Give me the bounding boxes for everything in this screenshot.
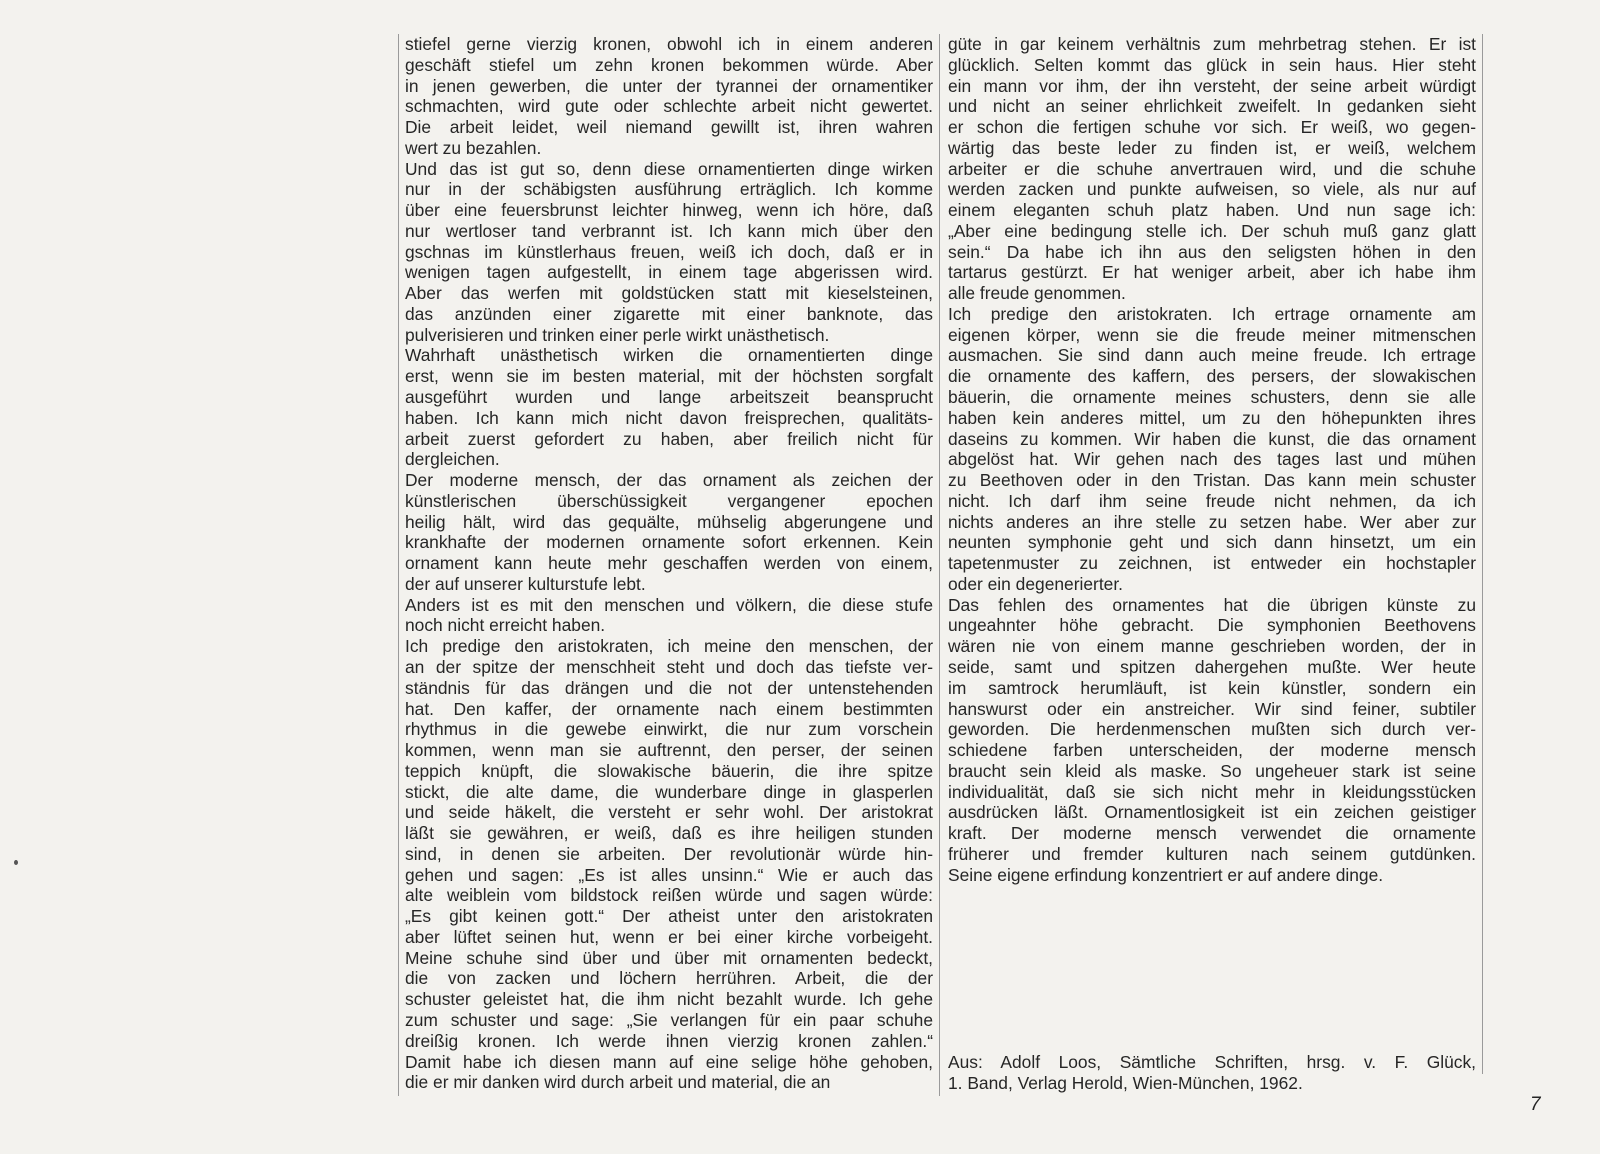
text-line: Und das ist gut so, denn diese ornamentierten dinge wirken xyxy=(405,158,933,179)
text-line: er schon die fertigen schuhe vor sich. Er weiß, wo gegen- xyxy=(948,117,1476,138)
text-line: nicht. Ich darf ihm seine freude nicht nehmen, da ich xyxy=(948,490,1476,511)
page-number: 7 xyxy=(1530,1094,1541,1115)
text-line: wärtig das beste leder zu finden ist, er weiß, welchem xyxy=(948,137,1476,158)
text-line: pulverisieren und trinken einer perle wirkt unästhetisch. xyxy=(405,324,830,345)
text-line: güte in gar keinem verhältnis zum mehrbetrag stehen. Er ist xyxy=(948,34,1476,54)
text-line: Wahrhaft unästhetisch wirken die ornamentierten dinge xyxy=(405,345,933,366)
paragraph xyxy=(405,34,933,159)
text-line: abgelöst hat. Wir gehen nach des tages last und mühen xyxy=(948,449,1476,470)
text-line: arbeiter er die schuhe anvertrauen wird, und die schuhe xyxy=(948,158,1476,179)
text-line: geworden. Die herdenmenschen mußten sich durch ver- xyxy=(948,719,1476,740)
text-line: haben kein anderes mittel, um zu den höhepunkten ihres xyxy=(948,407,1476,428)
paragraph xyxy=(405,470,933,595)
text-line: schmachten, wird gute oder schlechte arbeit nicht gewertet. xyxy=(405,96,933,117)
paragraph xyxy=(405,636,933,1093)
paragraph xyxy=(948,34,1476,304)
text-line: wert zu bezahlen. xyxy=(405,137,542,158)
text-line: ornament kann heute mehr geschaffen werden von einem, xyxy=(405,553,933,574)
text-line: stickt, die alte dame, die wunderbare dinge in glasperlen xyxy=(405,781,933,802)
text-line: nur wertloser tand verbrannt ist. Ich kann mich über den xyxy=(405,220,933,241)
text-line: die von zacken und löchern herrühren. Arbeit, die der xyxy=(405,968,933,989)
text-line: seide, samt und spitzen dahergehen mußte. Wer heute xyxy=(948,656,1476,677)
text-line: Ich predige den aristokraten, ich meine den menschen, der xyxy=(405,636,933,657)
text-line: teppich knüpft, die slowakische bäuerin, die ihre spitze xyxy=(405,760,933,781)
text-line: sein.“ Da habe ich ihn aus den seligsten höhen in den xyxy=(948,241,1476,262)
paragraph xyxy=(405,345,933,470)
scan-speck xyxy=(14,860,18,865)
text-line: erst, wenn sie im besten material, mit der höchsten sorgfalt xyxy=(405,366,933,387)
text-line: eigenen körper, wenn sie die freude meiner mitmenschen xyxy=(948,324,1476,345)
text-line: schuster geleistet hat, die ihm nicht bezahlt wurde. Ich gehe xyxy=(405,989,933,1010)
text-line: hanswurst oder ein anstreicher. Wir sind feiner, subtiler xyxy=(948,698,1476,719)
text-line: alle freude genommen. xyxy=(948,283,1126,304)
text-line: die er mir danken wird durch arbeit und material, die an xyxy=(405,1072,831,1093)
paragraph xyxy=(405,159,933,346)
text-line: Meine schuhe sind über und über mit ornamenten bedeckt, xyxy=(405,947,933,968)
text-line: über eine feuersbrunst leichter hinweg, wenn ich höre, daß xyxy=(405,200,933,221)
paragraph xyxy=(948,304,1476,595)
text-line: Der moderne mensch, der das ornament als zeichen der xyxy=(405,470,933,491)
text-line: Seine eigene erfindung konzentriert er auf andere dinge. xyxy=(948,864,1384,885)
text-line: dreißig kronen. Ich werde ihnen vierzig kronen zahlen.“ xyxy=(405,1030,933,1051)
paragraph xyxy=(948,595,1476,886)
text-line: gschnas im künstlerhaus freuen, weiß ich doch, daß er in xyxy=(405,241,933,262)
text-line: zu Beethoven oder in den Tristan. Das kann mein schuster xyxy=(948,470,1476,491)
text-line: stiefel gerne vierzig kronen, obwohl ich in einem anderen xyxy=(405,34,933,54)
text-line: ausgeführt wurden und lange arbeitszeit beansprucht xyxy=(405,387,933,408)
text-line: zum schuster und sage: „Sie verlangen für ein paar schuhe xyxy=(405,1009,933,1030)
text-line: an der spitze der menschheit steht und doch das tiefste ver- xyxy=(405,656,933,677)
column-rule-right xyxy=(1482,34,1483,1074)
text-line: Aber das werfen mit goldstücken statt mit kieselsteinen, xyxy=(405,283,933,304)
text-line: früherer und fremder kulturen nach seinem gutdünken. xyxy=(948,843,1476,864)
text-line: und nicht an seiner ehrlichkeit zweifelt. In gedanken sieht xyxy=(948,96,1476,117)
text-line: rhythmus in die gewebe einwirkt, die nur zum vorschein xyxy=(405,719,933,740)
text-line: Ich predige den aristokraten. Ich ertrage ornamente am xyxy=(948,303,1476,324)
text-line: nichts anderes an ihre stelle zu setzen habe. Wer aber zur xyxy=(948,511,1476,532)
text-line: Damit habe ich diesen mann auf eine selige höhe gehoben, xyxy=(405,1051,933,1072)
text-line: individualität, daß sie sich nicht mehr in kleidungsstücken xyxy=(948,781,1476,802)
citation-line: 1. Band, Verlag Herold, Wien-München, 1962. xyxy=(948,1072,1303,1093)
text-line: aber lüftet seinen hut, wenn er bei einer kirche vorbeigeht. xyxy=(405,926,933,947)
text-line: daseins zu kommen. Wir haben die kunst, die das ornament xyxy=(948,428,1476,449)
text-line: dergleichen. xyxy=(405,449,500,470)
text-line: das anzünden einer zigarette mit einer banknote, das xyxy=(405,303,933,324)
text-line: werden zacken und punkte aufweisen, so viele, als nur auf xyxy=(948,179,1476,200)
text-line: noch nicht erreicht haben. xyxy=(405,615,606,636)
text-line: in jenen gewerben, die unter der tyrannei der ornamentiker xyxy=(405,75,933,96)
text-line: und seide häkelt, die versteht er sehr wohl. Der aristokrat xyxy=(405,802,933,823)
text-line: tapetenmuster zu zeichnen, ist entweder ein hochstapler xyxy=(948,553,1476,574)
column-rule-left xyxy=(398,34,399,1096)
text-line: der auf unserer kulturstufe lebt. xyxy=(405,573,646,594)
text-line: „Es gibt keinen gott.“ Der atheist unter den aristokraten xyxy=(405,906,933,927)
text-line: ausdrücken läßt. Ornamentlosigkeit ist ein zeichen geistiger xyxy=(948,802,1476,823)
text-line: tartarus gestürzt. Er hat weniger arbeit, aber ich habe ihm xyxy=(948,262,1476,283)
text-line: „Aber eine bedingung stelle ich. Der schuh muß ganz glatt xyxy=(948,220,1476,241)
text-line: ungeahnter höhe gebracht. Die symphonien Beethovens xyxy=(948,615,1476,636)
paragraph xyxy=(405,595,933,637)
text-line: ausmachen. Sie sind dann auch meine freude. Ich ertrage xyxy=(948,345,1476,366)
text-line: die ornamente des kaffern, des persers, der slowakischen xyxy=(948,366,1476,387)
column-rule-middle xyxy=(939,34,940,1096)
text-line: wären nie von einem manne geschrieben worden, der in xyxy=(948,636,1476,657)
text-line: alte weiblein vom bildstock reißen würde und sagen würde: xyxy=(405,885,933,906)
right-text-column xyxy=(948,34,1476,885)
text-line: braucht sein kleid als maske. So ungeheuer stark ist seine xyxy=(948,760,1476,781)
text-line: bäuerin, die ornamente meines schusters, denn sie alle xyxy=(948,387,1476,408)
text-line: im samtrock herumläuft, ist kein künstler, sondern ein xyxy=(948,677,1476,698)
text-line: kraft. Der moderne mensch verwendet die ornamente xyxy=(948,823,1476,844)
text-line: wenigen tagen aufgestellt, in einem tage abgerissen wird. xyxy=(405,262,933,283)
text-line: hat. Den kaffer, der ornamente nach einem bestimmten xyxy=(405,698,933,719)
text-line: Anders ist es mit den menschen und völkern, die diese stufe xyxy=(405,594,933,615)
text-line: Die arbeit leidet, weil niemand gewillt ist, ihren wahren xyxy=(405,117,933,138)
text-line: krankhafte der modernen ornamente sofort erkennen. Kein xyxy=(405,532,933,553)
text-line: gehen und sagen: „Es ist alles unsinn.“ Wie er auch das xyxy=(405,864,933,885)
text-line: geschäft stiefel um zehn kronen bekommen würde. Aber xyxy=(405,54,933,75)
text-line: nur in der schäbigsten ausführung erträglich. Ich komme xyxy=(405,179,933,200)
text-line: läßt sie gewähren, er weiß, daß es ihre heiligen stunden xyxy=(405,823,933,844)
citation-line: Aus: Adolf Loos, Sämtliche Schriften, hrsg. v. F. Glück, xyxy=(948,1052,1476,1072)
text-line: heilig hält, wird das gequälte, mühselig abgerungene und xyxy=(405,511,933,532)
text-line: ein mann vor ihm, der ihn versteht, der seine arbeit würdigt xyxy=(948,75,1476,96)
text-line: oder ein degenerierter. xyxy=(948,573,1123,594)
left-text-column xyxy=(405,34,933,1093)
citation xyxy=(948,1052,1476,1094)
text-line: neunten symphonie geht und sich dann hinsetzt, um ein xyxy=(948,532,1476,553)
text-line: glücklich. Selten kommt das glück in sein haus. Hier steht xyxy=(948,54,1476,75)
text-line: ständnis für das drängen und die not der untenstehenden xyxy=(405,677,933,698)
text-line: Das fehlen des ornamentes hat die übrigen künste zu xyxy=(948,594,1476,615)
text-line: sind, in denen sie arbeiten. Der revolutionär würde hin- xyxy=(405,843,933,864)
text-line: kommen, wenn man sie auftrennt, den perser, der seinen xyxy=(405,740,933,761)
text-line: schiedene farben unterscheiden, der moderne mensch xyxy=(948,740,1476,761)
text-line: haben. Ich kann mich nicht davon freisprechen, qualitäts- xyxy=(405,407,933,428)
text-line: künstlerischen überschüssigkeit vergangener epochen xyxy=(405,490,933,511)
text-line: arbeit zuerst gefordert zu haben, aber freilich nicht für xyxy=(405,428,933,449)
text-line: einem eleganten schuh platz haben. Und nun sage ich: xyxy=(948,200,1476,221)
